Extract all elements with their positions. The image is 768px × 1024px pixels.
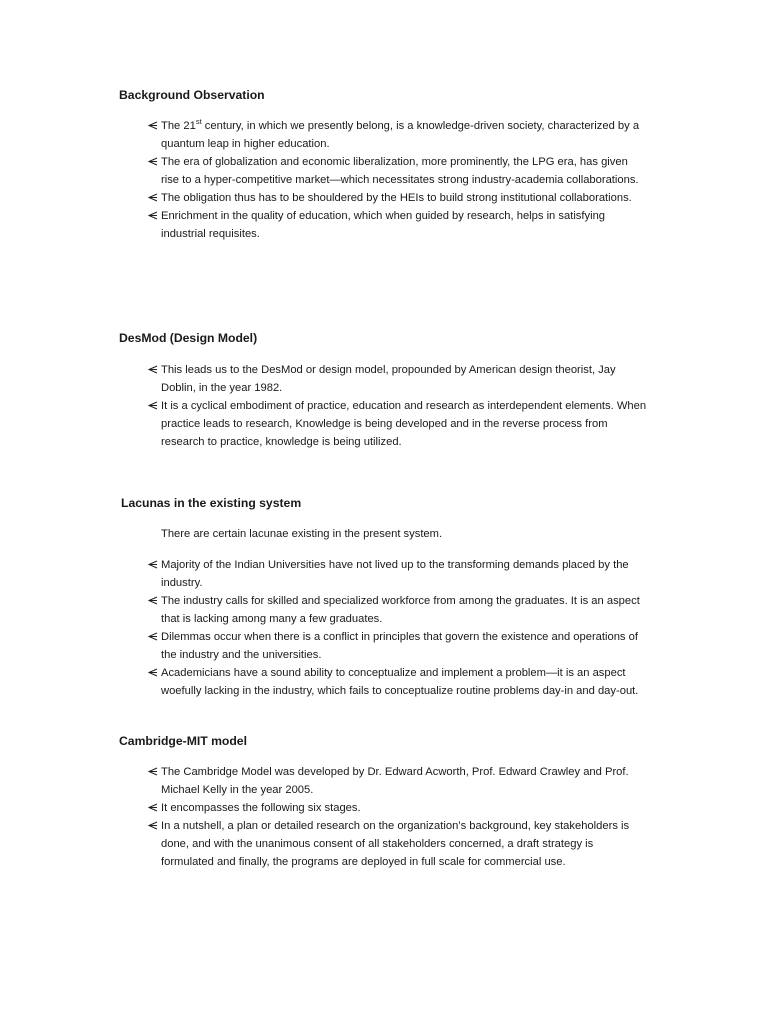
list-item-text: This leads us to the DesMod or design model, propounded by American design theorist, Jay Doblin, in the year 1982.	[161, 364, 616, 394]
section-heading-background-observation: Background Observation	[119, 88, 265, 102]
list-item-text: Academicians have a sound ability to conceptualize and implement a problem—it is an aspect woefully lacking in the industry, which fails to conceptualize routine problems day-in and day-out.	[161, 667, 639, 697]
arrowhead-bullet-icon	[148, 763, 160, 776]
list-item	[148, 628, 648, 664]
list-item	[148, 817, 648, 871]
list-item-superscript: st	[195, 117, 202, 126]
arrowhead-bullet-icon	[148, 799, 160, 812]
list-item-text: The industry calls for skilled and specialized workforce from among the graduates. It is an aspect that is lacking among many a few graduates.	[161, 595, 640, 625]
arrowhead-bullet-icon	[148, 153, 160, 166]
list-item-text: It encompasses the following six stages.	[161, 802, 361, 814]
list-item	[148, 664, 648, 700]
cambridge-mit-list	[148, 763, 648, 871]
list-item-text: In a nutshell, a plan or detailed research on the organization’s background, key stakeholders is done, and with the unanimous consent of all stakeholders concerned, a draft strategy is formulated and finally, the programs are deployed in full scale for commercial use.	[161, 820, 630, 868]
arrowhead-bullet-icon	[148, 361, 160, 374]
background-observation-list	[148, 117, 648, 243]
list-item-text: The Cambridge Model was developed by Dr. Edward Acworth, Prof. Edward Crawley and Prof. Michael Kelly in the year 2005.	[161, 766, 629, 796]
list-item-text: Enrichment in the quality of education, which when guided by research, helps in satisfying industrial requisites.	[161, 210, 606, 240]
list-item	[148, 556, 648, 592]
arrowhead-bullet-icon	[148, 664, 160, 677]
list-item	[148, 207, 648, 243]
list-item	[148, 763, 648, 799]
list-item-text-pre: The 21	[161, 120, 196, 132]
list-item-text: The era of globalization and economic liberalization, more prominently, the LPG era, has given rise to a hyper-competitive market—which necessitates strong industry-academia collaborations.	[161, 156, 639, 186]
list-item	[148, 361, 648, 397]
section-heading-lacunas: Lacunas in the existing system	[121, 496, 302, 510]
list-item-text-post: century, in which we presently belong, is a knowledge-driven society, characterized by a quantum leap in higher education.	[161, 120, 640, 150]
arrowhead-bullet-icon	[148, 556, 160, 569]
list-item-text: The obligation thus has to be shouldered by the HEIs to build strong institutional collaborations.	[161, 192, 632, 204]
list-item	[148, 117, 648, 153]
lacunas-intro-text: There are certain lacunae existing in the present system.	[161, 528, 443, 540]
list-item	[148, 189, 648, 207]
list-item	[148, 153, 648, 189]
arrowhead-bullet-icon	[148, 117, 160, 130]
lacunas-list	[148, 556, 648, 700]
arrowhead-bullet-icon	[148, 628, 160, 641]
arrowhead-bullet-icon	[148, 397, 160, 410]
section-heading-cambridge-mit: Cambridge-MIT model	[119, 734, 247, 748]
list-item	[148, 397, 648, 451]
arrowhead-bullet-icon	[148, 817, 160, 830]
list-item	[148, 592, 648, 628]
list-item-text: Dilemmas occur when there is a conflict in principles that govern the existence and operations of the industry and the universities.	[161, 631, 638, 661]
list-item-text: Majority of the Indian Universities have not lived up to the transforming demands placed by the industry.	[161, 559, 629, 589]
arrowhead-bullet-icon	[148, 189, 160, 202]
arrowhead-bullet-icon	[148, 592, 160, 605]
desmod-list	[148, 361, 648, 451]
list-item-text: It is a cyclical embodiment of practice, education and research as interdependent elements. When practice leads to research, Knowledge is being developed and in the reverse process from research to practice, knowledge is being utilized.	[161, 400, 647, 448]
arrowhead-bullet-icon	[148, 207, 160, 220]
section-heading-desmod: DesMod (Design Model)	[119, 331, 258, 345]
list-item	[148, 799, 648, 817]
